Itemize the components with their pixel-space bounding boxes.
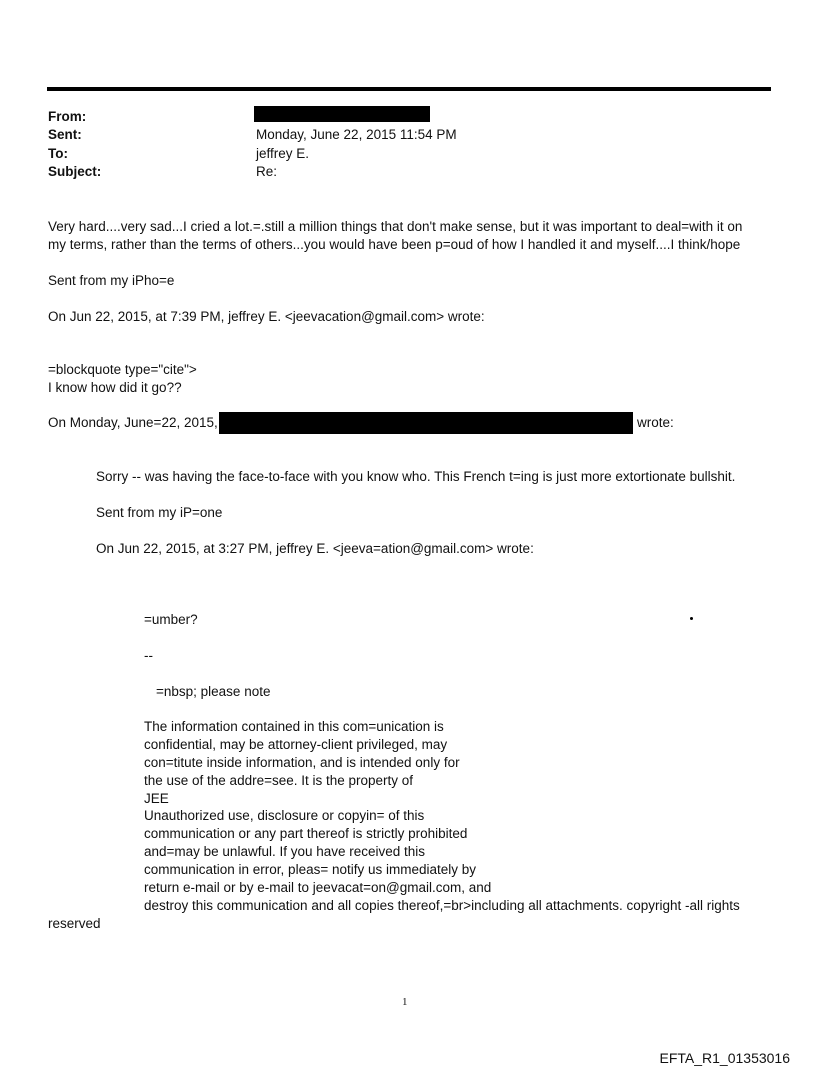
disclaimer-line: and=may be unlawful. If you have received this [144, 844, 426, 859]
disclaimer-line: con=titute inside information, and is intended only for [144, 755, 460, 770]
bates-number: EFTA_R1_01353016 [659, 1050, 790, 1066]
disclaimer-line: confidential, may be attorney-client privileged, may [144, 737, 448, 752]
from-label: From: [48, 109, 87, 124]
disclaimer-line: The information contained in this com=unication is [144, 719, 444, 734]
disclaimer-line: JEE [144, 791, 169, 806]
redacted-from [254, 106, 430, 122]
quote-header-1: On Jun 22, 2015, at 7:39 PM, jeffrey E. <jeevacation@gmail.com> wrote: [48, 309, 485, 324]
header-rule [47, 87, 771, 91]
disclaimer-line: return e-mail or by e-mail to jeevacat=on@gmail.com, and [144, 880, 492, 895]
to-value: jeffrey E. [256, 146, 310, 161]
to-label: To: [48, 146, 68, 161]
signature-2: Sent from my iP=one [96, 505, 223, 520]
quote-header-2-prefix: On Monday, June=22, 2015, [48, 415, 218, 430]
subject-value: Re: [256, 164, 278, 179]
disclaimer-line: the use of the addre=see. It is the property of [144, 773, 414, 788]
disclaimer-line: destroy this communication and all copies thereof,=br>including all attachments. copyright -all rights [144, 898, 740, 913]
redacted-sender [219, 412, 633, 434]
dashes-line: -- [144, 648, 153, 663]
body-line-2: my terms, rather than the terms of others...you would have been p=oud of how I handled it and myself....I think/hope [48, 237, 741, 252]
sent-label: Sent: [48, 127, 82, 142]
disclaimer-line: communication or any part thereof is strictly prohibited [144, 826, 468, 841]
blockquote-tag: =blockquote type="cite"> [48, 362, 197, 377]
page-number: 1 [402, 996, 408, 1008]
question-line: I know how did it go?? [48, 380, 182, 395]
quote-header-2-suffix: wrote: [637, 415, 674, 430]
reserved-line: reserved [48, 916, 101, 931]
sorry-line: Sorry -- was having the face-to-face with you know who. This French t=ing is just more extortionate bullshit. [96, 469, 736, 484]
nbsp-note: =nbsp; please note [156, 684, 271, 699]
disclaimer-line: Unauthorized use, disclosure or copyin= of this [144, 808, 425, 823]
subject-label: Subject: [48, 164, 102, 179]
number-line: =umber? [144, 612, 198, 627]
disclaimer-line: communication in error, pleas= notify us immediately by [144, 862, 477, 877]
body-line-1: Very hard....very sad...I cried a lot.=.still a million things that don't make sense, but it was important to deal=with it on [48, 219, 743, 234]
quote-header-3: On Jun 22, 2015, at 3:27 PM, jeffrey E. <jeeva=ation@gmail.com> wrote: [96, 541, 534, 556]
sent-value: Monday, June 22, 2015 11:54 PM [256, 127, 457, 142]
signature-1: Sent from my iPho=e [48, 273, 175, 288]
stray-dot [690, 617, 693, 620]
